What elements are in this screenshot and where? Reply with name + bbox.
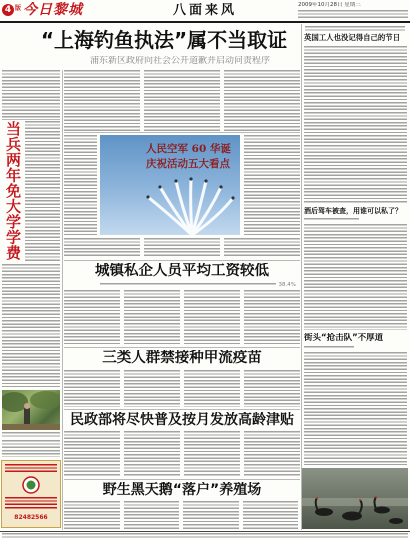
advert-text	[5, 497, 57, 510]
swan-beak	[375, 496, 377, 498]
jet	[189, 177, 192, 180]
body-text-column	[244, 370, 300, 407]
right-story1-headline: 英国工人也没记得自己的节日	[304, 33, 401, 42]
vaccine-body	[64, 370, 300, 407]
body-text-column	[144, 238, 220, 258]
date-text: 2009年10月28日	[298, 2, 343, 8]
advert-slogan	[5, 464, 57, 474]
issue-date	[298, 2, 408, 9]
swan-body	[64, 501, 298, 529]
byline	[304, 346, 354, 349]
left-column-body	[2, 440, 60, 457]
figure-head	[24, 403, 30, 409]
lead-subheadline: 浦东新区政府向社会公开道歉并启动问责程序	[89, 56, 270, 66]
editor-credits	[298, 10, 408, 19]
advert-phone: 82482566	[14, 514, 48, 521]
photo-story-body-bottom	[64, 238, 300, 258]
body-text-column	[243, 501, 299, 529]
emblem-core	[27, 481, 36, 490]
body-text-column	[64, 370, 120, 407]
body-text-column	[25, 121, 60, 261]
page-number: 4	[4, 5, 12, 15]
foliage	[30, 391, 60, 409]
section-divider	[2, 119, 60, 120]
jet	[158, 185, 161, 188]
column-divider	[301, 24, 302, 530]
side-story-headline: 当兵两年免大学学费	[4, 121, 22, 261]
body-text-column	[2, 70, 60, 118]
body-text-column	[304, 46, 407, 203]
body-text-column	[224, 238, 300, 258]
left-column-body	[2, 264, 60, 387]
body-text-column	[64, 501, 120, 529]
vaccine-headline: 三类人群禁接种甲流疫苗	[102, 350, 262, 366]
left-photo-art	[2, 390, 60, 430]
lead-body-left	[2, 70, 60, 118]
jet	[231, 196, 234, 199]
swan-body	[389, 518, 403, 524]
wage-subtitle	[100, 281, 296, 288]
photo-caption-line2: 庆祝活动五大看点	[146, 158, 230, 170]
wage-body	[64, 290, 300, 345]
swan-beak	[316, 497, 318, 499]
photo-story-body-left	[64, 135, 97, 235]
photo-caption-line1: 人民空军 60 华诞	[146, 143, 231, 155]
lead-headline: “上海钓鱼执法”属不当取证	[40, 28, 288, 52]
body-text-column	[124, 290, 180, 345]
masthead-rule	[0, 21, 410, 23]
subtitle-text	[100, 283, 276, 286]
section-divider	[64, 479, 300, 480]
right-story1-body	[304, 46, 407, 203]
body-text-column	[304, 224, 407, 330]
body-text-column	[244, 431, 300, 477]
body-text-column	[184, 370, 240, 407]
wage-headline: 城镇私企人员平均工资较低	[95, 263, 269, 279]
photo-caption	[2, 432, 60, 437]
airshow-photo	[100, 135, 240, 235]
ground	[2, 424, 60, 430]
swan-headline: 野生黑天鹅“落户”养殖场	[102, 482, 262, 498]
subsidy-headline: 民政部将尽快普及按月发放高龄津贴	[70, 412, 294, 428]
right-story3-headline: 街头“抢击队”不厚道	[304, 333, 384, 343]
body-text-column	[224, 70, 300, 131]
right-kicker	[305, 26, 405, 31]
side-story-body	[25, 121, 60, 261]
column-divider	[62, 70, 63, 530]
body-text-column	[144, 70, 220, 131]
body-text-column	[244, 135, 300, 235]
section-divider	[64, 409, 300, 410]
jet	[219, 185, 222, 188]
body-text-column	[64, 238, 140, 258]
footer-imprint	[2, 533, 408, 538]
wage-growth-figure: 38.4%	[278, 281, 296, 288]
figure-silhouette	[24, 408, 30, 426]
right-story2-headline: 酒后驾车被查，用谁可以私了？	[304, 207, 402, 215]
body-text-column	[244, 290, 300, 345]
smoke-trail	[191, 179, 192, 235]
body-text-column	[2, 264, 60, 387]
body-text-column	[64, 431, 120, 477]
swan-beak	[359, 499, 361, 501]
byline	[304, 218, 359, 221]
lead-body	[64, 70, 300, 131]
section-divider	[64, 260, 300, 261]
photo-story-body-right	[244, 135, 300, 235]
smoke-trail	[192, 187, 221, 235]
body-text-column	[184, 290, 240, 345]
body-text-column	[124, 431, 180, 477]
page-number-badge	[2, 4, 14, 16]
emblem-icon	[22, 476, 40, 494]
page-suffix: 版	[15, 5, 22, 12]
weekday-text: 星期三	[344, 2, 361, 8]
left-news-photo	[2, 390, 60, 430]
body-text-column	[2, 440, 60, 457]
right-story3-body	[304, 352, 407, 465]
section-divider	[64, 132, 300, 133]
subsidy-body	[64, 431, 300, 477]
body-text-column	[124, 501, 180, 529]
section-divider	[64, 347, 300, 348]
water-highlight	[302, 498, 408, 506]
body-text-column	[64, 290, 120, 345]
body-text-column	[183, 501, 239, 529]
right-story2-body	[304, 224, 407, 330]
advert-box	[1, 460, 61, 528]
body-text-column	[184, 431, 240, 477]
body-text-column	[64, 70, 140, 131]
body-text-column	[124, 370, 180, 407]
section-title: 八面来风	[172, 3, 237, 18]
jet	[204, 179, 207, 182]
swan-photo-art	[302, 468, 408, 529]
paper-logo: 今日黎城	[23, 2, 83, 18]
jet	[146, 195, 149, 198]
swan-photo	[302, 468, 408, 529]
footer-rule	[0, 531, 410, 532]
body-text-column	[64, 135, 97, 235]
body-text-column	[304, 352, 407, 465]
jet	[174, 179, 177, 182]
